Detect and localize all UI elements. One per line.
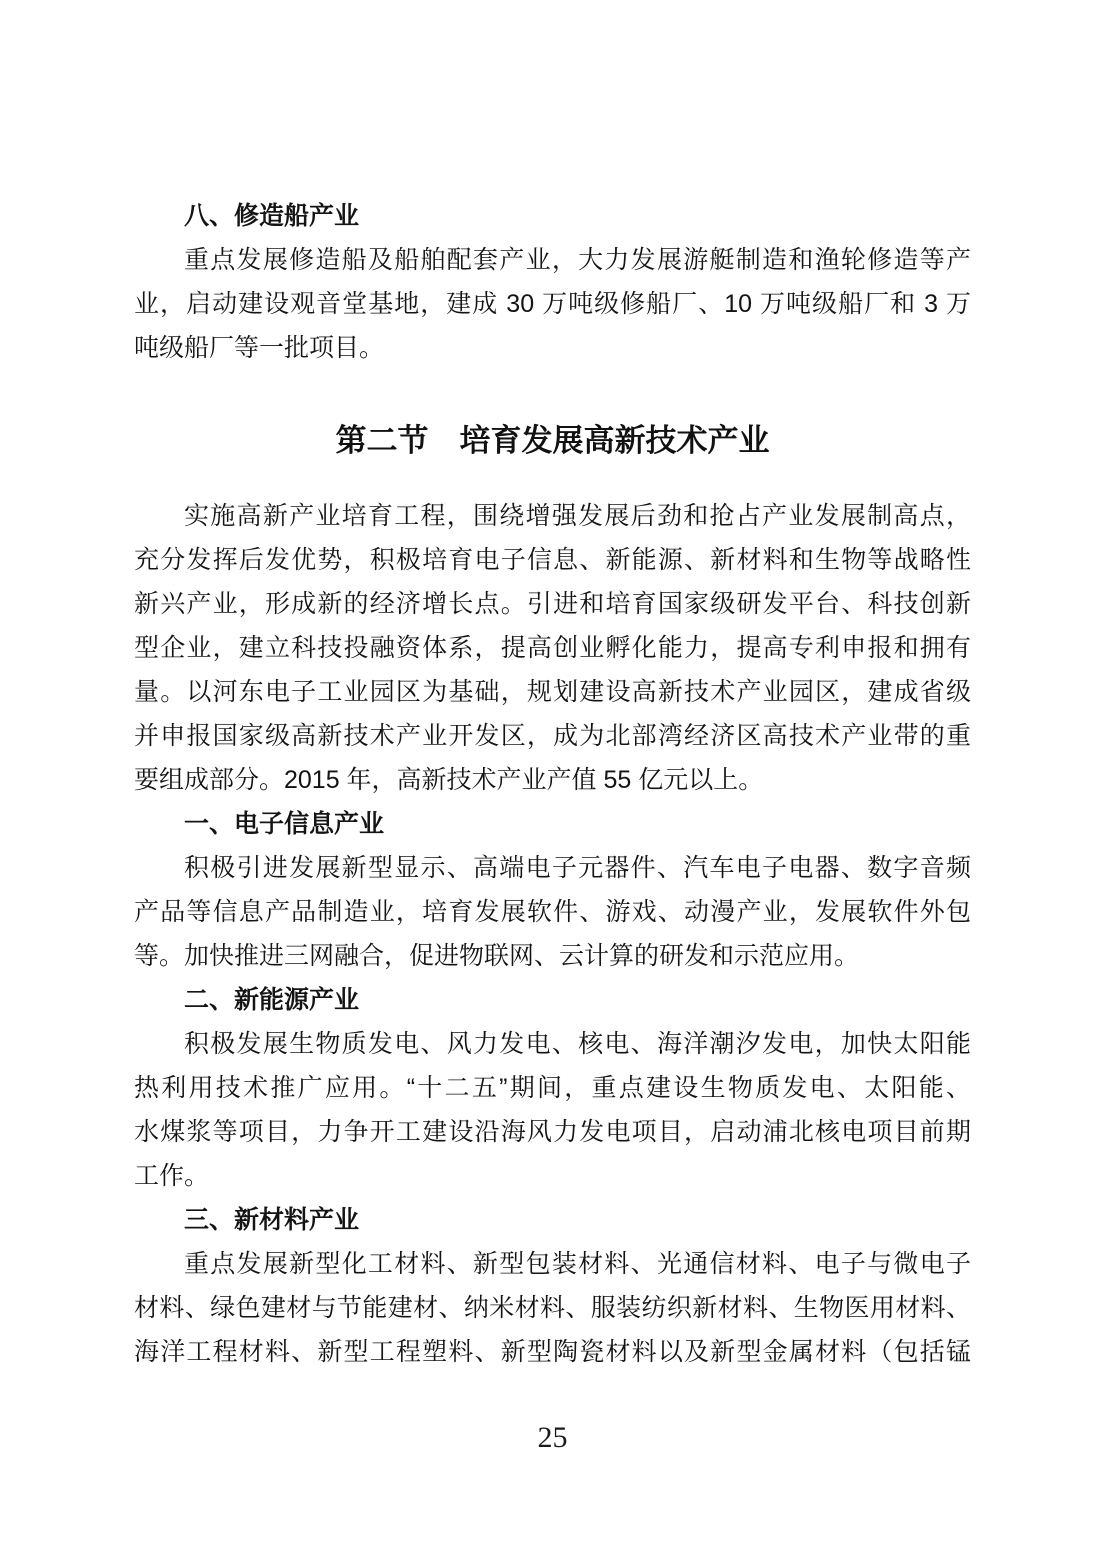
document-body: [134, 194, 971, 1374]
text-line: 产品等信息产品制造业，培育发展软件、游戏、动漫产业，发展软件外包: [134, 898, 971, 926]
text-line: 海洋工程材料、新型工程塑料、新型陶瓷材料以及新型金属材料（包括锰: [134, 1338, 971, 1366]
text-line: 积极引进发展新型显示、高端电子元器件、汽车电子电器、数字音频: [184, 854, 971, 882]
text-line: 实施高新产业培育工程，围绕增强发展后劲和抢占产业发展制高点，: [184, 502, 971, 530]
text-line: 新兴产业，形成新的经济增长点。引进和培育国家级研发平台、科技创新: [134, 590, 971, 618]
subheading-electronic-information-industry: 一、电子信息产业: [184, 810, 385, 838]
text-line: 工作。: [134, 1162, 210, 1190]
text-line: 要组成部分。2015 年，高新技术产业产值 55 亿元以上。: [134, 766, 764, 794]
text-line: 材料、绿色建材与节能建材、纳米材料、服装纺织新材料、生物医用材料、: [134, 1294, 971, 1322]
text-line: 热利用技术推广应用。“十二五”期间，重点建设生物质发电、太阳能、: [134, 1074, 971, 1102]
text-line: 重点发展新型化工材料、新型包装材料、光通信材料、电子与微电子: [184, 1250, 971, 1278]
subheading-new-materials-industry: 三、新材料产业: [184, 1206, 360, 1234]
text-line: 并申报国家级高新技术产业开发区，成为北部湾经济区高技术产业带的重: [134, 722, 971, 750]
subheading-shipbuilding-industry: 八、修造船产业: [184, 202, 360, 230]
text-line: 等。加快推进三网融合，促进物联网、云计算的研发和示范应用。: [134, 942, 860, 970]
page-number: 25: [537, 1421, 568, 1454]
text-line: 充分发挥后发优势，积极培育电子信息、新能源、新材料和生物等战略性: [134, 546, 971, 574]
text-line: 重点发展修造船及船舶配套产业，大力发展游艇制造和渔轮修造等产: [184, 246, 971, 274]
subheading-new-energy-industry: 二、新能源产业: [184, 986, 360, 1014]
section-heading: 第二节 培育发展高新技术产业: [335, 423, 770, 458]
text-line: 量。以河东电子工业园区为基础，规划建设高新技术产业园区，建成省级: [134, 678, 971, 706]
text-line: 积极发展生物质发电、风力发电、核电、海洋潮汐发电，加快太阳能: [184, 1030, 971, 1058]
text-line: 水煤浆等项目，力争开工建设沿海风力发电项目，启动浦北核电项目前期: [134, 1118, 971, 1146]
text-line: 业，启动建设观音堂基地，建成 30 万吨级修船厂、10 万吨级船厂和 3 万: [134, 290, 971, 318]
text-line: 吨级船厂等一批项目。: [134, 334, 385, 362]
text-line: 型企业，建立科技投融资体系，提高创业孵化能力，提高专利申报和拥有: [134, 634, 971, 662]
